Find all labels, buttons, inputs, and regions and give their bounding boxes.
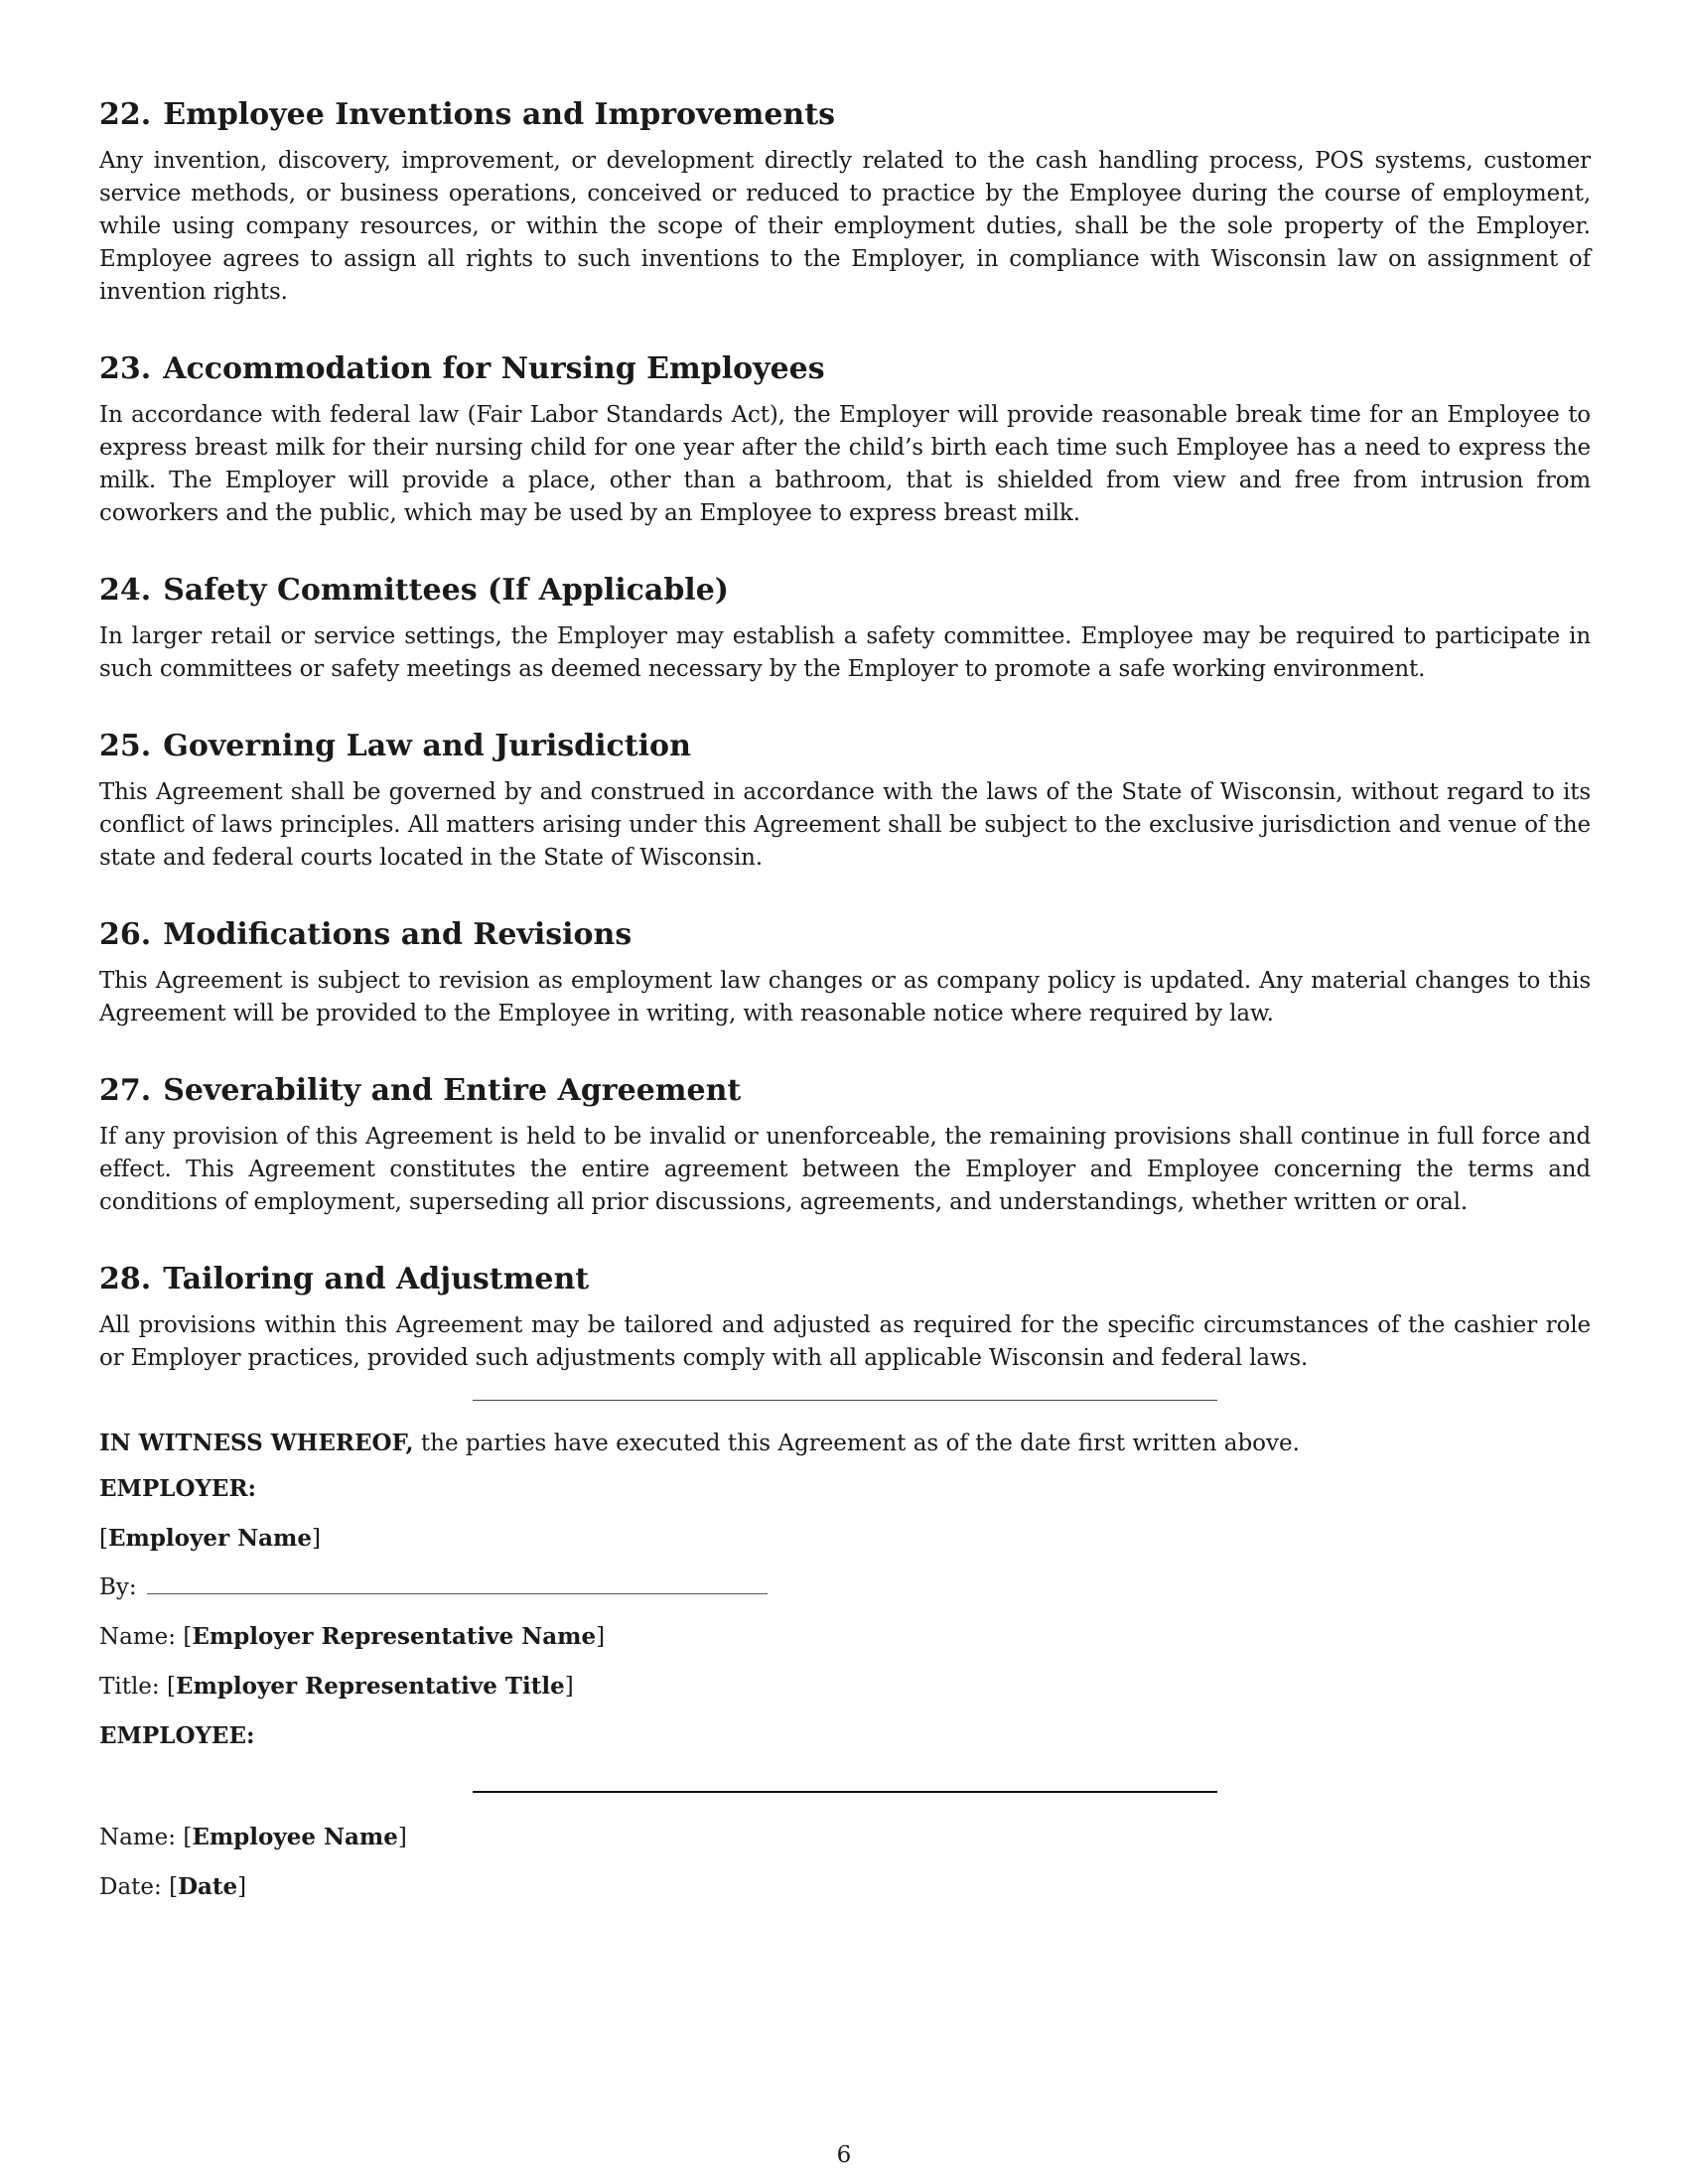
by-label: By: xyxy=(99,1574,137,1600)
section-number: 27. xyxy=(99,1073,152,1108)
employee-name-row: Name: [Employee Name] xyxy=(99,1824,407,1850)
section-title: Severability and Entire Agreement xyxy=(163,1073,742,1108)
employer-heading: EMPLOYER: xyxy=(99,1475,257,1502)
section-26 xyxy=(99,915,1591,1030)
section-number: 25. xyxy=(99,729,152,763)
section-heading xyxy=(99,1260,1591,1299)
employee-name-placeholder: Employee Name xyxy=(192,1824,398,1850)
employer-rep-name-row: Name: [Employer Representative Name] xyxy=(99,1623,606,1650)
section-title: Safety Committees (If Applicable) xyxy=(163,573,729,608)
section-body: All provisions within this Agreement may be tailored and adjusted as required for the specific circumstances of the cashier role or Employer practices, provided such adjustments comply with all applicable Wisconsin and federal laws. xyxy=(99,1312,1591,1371)
employer-rep-name-placeholder: Employer Representative Name xyxy=(192,1623,597,1650)
employer-name: [Employer Name] xyxy=(99,1525,322,1552)
section-22 xyxy=(99,95,1591,309)
section-divider xyxy=(473,1400,1217,1401)
employee-date-row: Date: [Date] xyxy=(99,1873,247,1900)
employer-signature-row xyxy=(99,1571,1591,1604)
title-label: Title: xyxy=(99,1674,160,1700)
section-number: 28. xyxy=(99,1262,152,1297)
section-heading xyxy=(99,571,1591,611)
witness-text: the parties have executed this Agreement as of the date first written above. xyxy=(413,1431,1300,1456)
section-heading xyxy=(99,1071,1591,1111)
section-heading xyxy=(99,95,1591,135)
date-placeholder: Date xyxy=(178,1873,238,1900)
employer-rep-title-placeholder: Employer Representative Title xyxy=(175,1673,565,1700)
section-title: Employee Inventions and Improvements xyxy=(163,97,835,132)
section-number: 26. xyxy=(99,917,152,952)
section-heading xyxy=(99,727,1591,766)
name-label: Name: xyxy=(99,1624,177,1650)
section-title: Modifications and Revisions xyxy=(163,917,633,952)
name-label: Name: xyxy=(99,1825,177,1850)
section-23 xyxy=(99,349,1591,530)
section-27 xyxy=(99,1071,1591,1219)
section-body: This Agreement is subject to revision as employment law changes or as company policy is updated. Any material changes to this Agreement will be provided to the Employee in writing, with reasonable notice where required by law. xyxy=(99,968,1591,1026)
section-title: Tailoring and Adjustment xyxy=(163,1262,590,1297)
section-number: 22. xyxy=(99,97,152,132)
section-body: Any invention, discovery, improvement, or development directly related to the cash handling process, POS systems, customer service methods, or business operations, conceived or reduced to practice by the Employee during the course of employment, while using company resources, or within the scope of their employment duties, shall be the sole property of the Employer. Employee agrees to assign all rights to such inventions to the Employer, in compliance with Wisconsin law on assignment of invention rights. xyxy=(99,148,1591,305)
employee-heading: EMPLOYEE: xyxy=(99,1722,255,1749)
witness-lead: IN WITNESS WHEREOF, xyxy=(99,1430,414,1456)
section-number: 24. xyxy=(99,573,152,608)
section-heading xyxy=(99,349,1591,389)
section-heading xyxy=(99,915,1591,955)
document-page xyxy=(99,95,1591,1904)
employee-signature-line[interactable] xyxy=(473,1791,1217,1793)
employer-name-placeholder: Employer Name xyxy=(107,1525,313,1552)
section-24 xyxy=(99,571,1591,686)
page-number: 6 xyxy=(836,2142,852,2168)
section-body: In larger retail or service settings, the Employer may establish a safety committee. Employee may be required to participate in such committees or safety meetings as deemed necessary by the Employer to promote a safe working environment. xyxy=(99,623,1591,682)
section-body: In accordance with federal law (Fair Labor Standards Act), the Employer will provide reasonable break time for an Employee to express breast milk for their nursing child for one year after the child’s birth each time such Employee has a need to express the milk. The Employer will provide a place, other than a bathroom, that is shielded from view and free from intrusion from coworkers and the public, which may be used by an Employee to express breast milk. xyxy=(99,402,1591,526)
employer-signature-line[interactable] xyxy=(147,1571,768,1594)
section-28 xyxy=(99,1260,1591,1375)
section-title: Governing Law and Jurisdiction xyxy=(163,729,691,763)
employer-rep-title-row: Title: [Employer Representative Title] xyxy=(99,1673,574,1700)
section-number: 23. xyxy=(99,351,152,386)
date-label: Date: xyxy=(99,1874,162,1900)
section-25 xyxy=(99,727,1591,875)
section-body: If any provision of this Agreement is held to be invalid or unenforceable, the remaining provisions shall continue in full force and effect. This Agreement constitutes the entire agreement between the Employer and Employee concerning the terms and conditions of employment, superseding all prior discussions, agreements, and understandings, whether written or oral. xyxy=(99,1124,1591,1215)
section-title: Accommodation for Nursing Employees xyxy=(163,351,825,386)
section-body: This Agreement shall be governed by and construed in accordance with the laws of the State of Wisconsin, without regard to its conflict of laws principles. All matters arising under this Agreement shall be subject to the exclusive jurisdiction and venue of the state and federal courts located in the State of Wisconsin. xyxy=(99,779,1591,871)
witness-statement xyxy=(99,1427,1591,1460)
